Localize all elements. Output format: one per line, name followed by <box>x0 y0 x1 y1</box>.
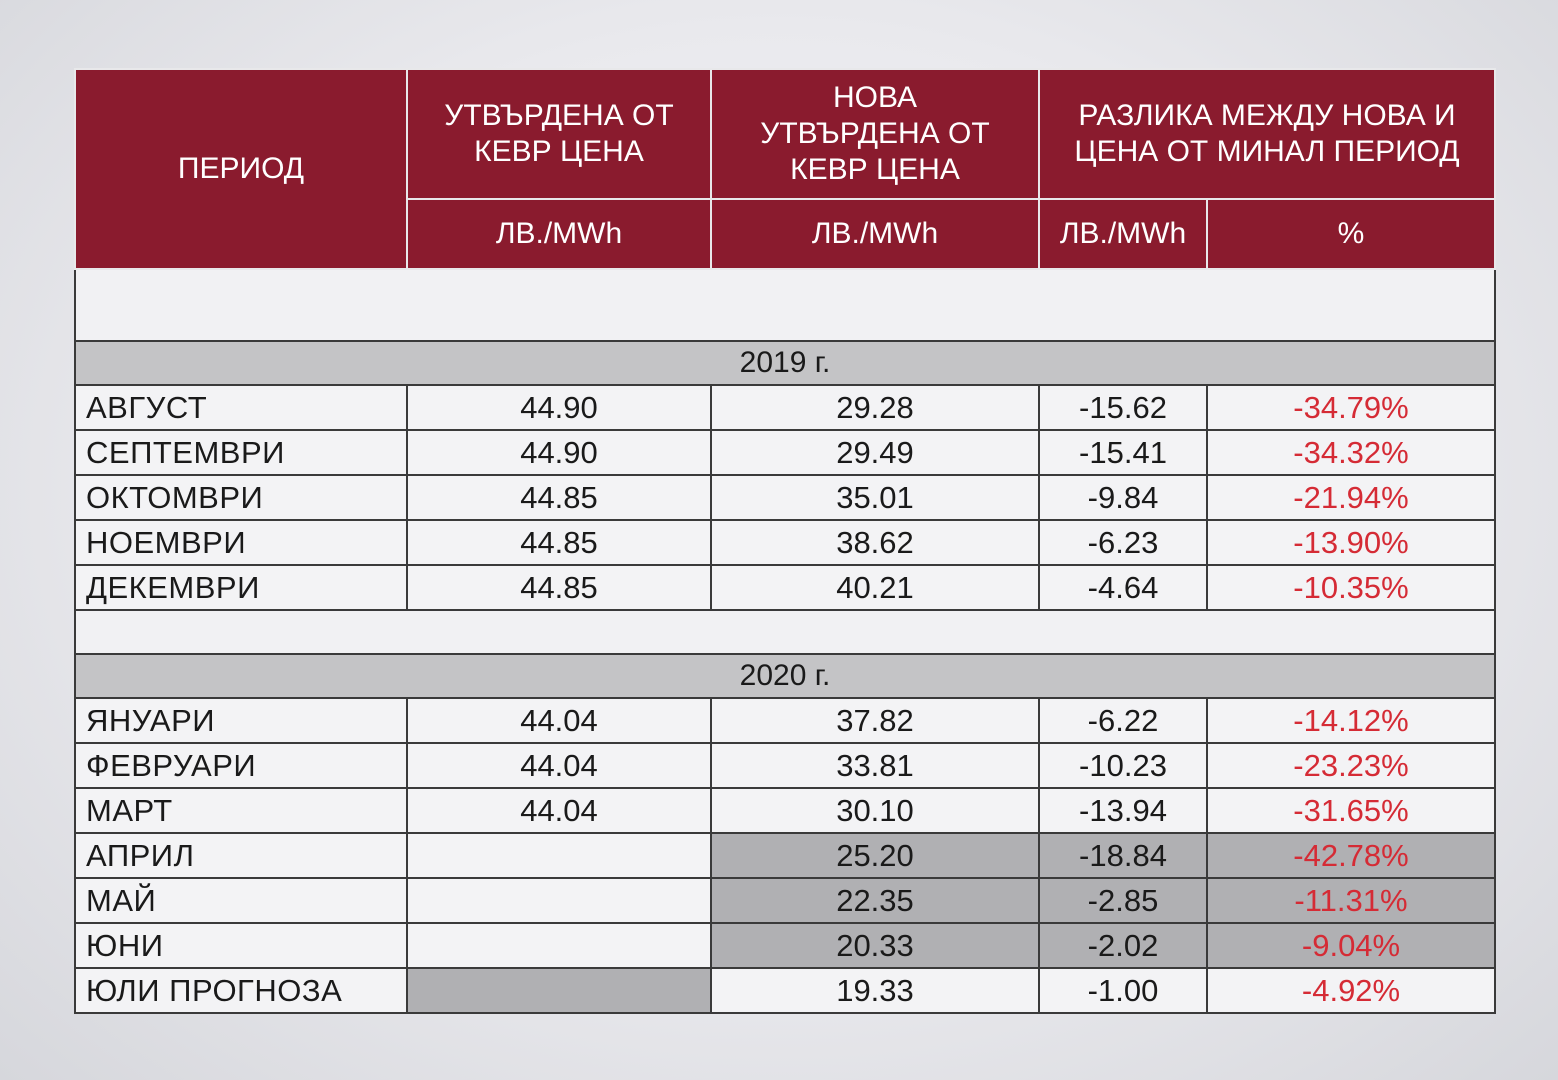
cell-period: МАРТ <box>75 788 407 833</box>
cell-difference: -9.84 <box>1039 475 1207 520</box>
cell-approved-price: 44.85 <box>407 565 711 610</box>
rows-2020 <box>75 698 1495 1013</box>
cell-period: НОЕМВРИ <box>75 520 407 565</box>
header-diff-line1: РАЗЛИКА МЕЖДУ НОВА И <box>1078 99 1456 132</box>
table-row <box>75 968 1495 1013</box>
cell-percent: -11.31% <box>1207 878 1495 923</box>
unit-diff: ЛВ./MWh <box>1039 199 1207 269</box>
cell-new-price: 29.49 <box>711 430 1039 475</box>
cell-new-price: 40.21 <box>711 565 1039 610</box>
table-row <box>75 788 1495 833</box>
cell-period: АПРИЛ <box>75 833 407 878</box>
cell-difference: -10.23 <box>1039 743 1207 788</box>
header-new-line2: УТВЪРДЕНА ОТ <box>760 117 990 150</box>
cell-new-price: 30.10 <box>711 788 1039 833</box>
cell-period: МАЙ <box>75 878 407 923</box>
table-row <box>75 698 1495 743</box>
cell-difference: -15.62 <box>1039 385 1207 430</box>
header-new-approved-price <box>711 69 1039 199</box>
spacer-row-2 <box>75 610 1495 654</box>
table-row <box>75 878 1495 923</box>
cell-percent: -10.35% <box>1207 565 1495 610</box>
header-period: ПЕРИОД <box>75 69 407 269</box>
year-row-2020 <box>75 654 1495 698</box>
unit-new: ЛВ./MWh <box>711 199 1039 269</box>
header-approved-price <box>407 69 711 199</box>
table-row <box>75 565 1495 610</box>
cell-difference: -6.23 <box>1039 520 1207 565</box>
cell-period: АВГУСТ <box>75 385 407 430</box>
cell-new-price: 37.82 <box>711 698 1039 743</box>
table-row <box>75 430 1495 475</box>
cell-period: ЮЛИ ПРОГНОЗА <box>75 968 407 1013</box>
year-label-2019: 2019 г. <box>75 341 1495 385</box>
cell-new-price: 19.33 <box>711 968 1039 1013</box>
spacer-cell <box>75 269 1495 341</box>
table-row <box>75 385 1495 430</box>
cell-percent: -42.78% <box>1207 833 1495 878</box>
spacer-cell-2 <box>75 610 1495 654</box>
cell-percent: -21.94% <box>1207 475 1495 520</box>
cell-approved-price: 44.85 <box>407 520 711 565</box>
cell-difference: -2.02 <box>1039 923 1207 968</box>
header-new-line1: НОВА <box>832 81 918 114</box>
cell-approved-price: 44.04 <box>407 743 711 788</box>
header-approved-line2: КЕВР ЦЕНА <box>474 135 644 168</box>
cell-approved-price: 44.90 <box>407 430 711 475</box>
cell-percent: -14.12% <box>1207 698 1495 743</box>
cell-approved-price: 44.85 <box>407 475 711 520</box>
unit-approved: ЛВ./MWh <box>407 199 711 269</box>
price-table <box>74 68 1496 1014</box>
cell-difference: -4.64 <box>1039 565 1207 610</box>
cell-new-price: 29.28 <box>711 385 1039 430</box>
cell-new-price: 38.62 <box>711 520 1039 565</box>
cell-new-price: 22.35 <box>711 878 1039 923</box>
table-row <box>75 743 1495 788</box>
header-approved-line1: УТВЪРДЕНА ОТ <box>444 99 674 132</box>
cell-approved-price <box>407 968 711 1013</box>
cell-percent: -31.65% <box>1207 788 1495 833</box>
header-new-line3: КЕВР ЦЕНА <box>790 153 960 186</box>
cell-period: ЮНИ <box>75 923 407 968</box>
cell-difference: -15.41 <box>1039 430 1207 475</box>
table-row <box>75 833 1495 878</box>
cell-percent: -4.92% <box>1207 968 1495 1013</box>
rows-2019 <box>75 385 1495 610</box>
cell-difference: -18.84 <box>1039 833 1207 878</box>
cell-percent: -13.90% <box>1207 520 1495 565</box>
cell-period: ДЕКЕМВРИ <box>75 565 407 610</box>
cell-new-price: 33.81 <box>711 743 1039 788</box>
cell-difference: -1.00 <box>1039 968 1207 1013</box>
cell-percent: -9.04% <box>1207 923 1495 968</box>
cell-approved-price: 44.04 <box>407 788 711 833</box>
cell-period: ФЕВРУАРИ <box>75 743 407 788</box>
cell-approved-price: 44.90 <box>407 385 711 430</box>
cell-new-price: 35.01 <box>711 475 1039 520</box>
cell-difference: -6.22 <box>1039 698 1207 743</box>
cell-new-price: 25.20 <box>711 833 1039 878</box>
cell-percent: -23.23% <box>1207 743 1495 788</box>
cell-difference: -2.85 <box>1039 878 1207 923</box>
table-row <box>75 475 1495 520</box>
cell-percent: -34.79% <box>1207 385 1495 430</box>
cell-difference: -13.94 <box>1039 788 1207 833</box>
cell-approved-price: 44.04 <box>407 698 711 743</box>
year-label-2020: 2020 г. <box>75 654 1495 698</box>
cell-period: ЯНУАРИ <box>75 698 407 743</box>
header-difference <box>1039 69 1495 199</box>
header-diff-line2: ЦЕНА ОТ МИНАЛ ПЕРИОД <box>1074 135 1460 168</box>
year-row-2019 <box>75 341 1495 385</box>
cell-approved-price <box>407 923 711 968</box>
table-row <box>75 923 1495 968</box>
cell-approved-price <box>407 833 711 878</box>
cell-approved-price <box>407 878 711 923</box>
cell-period: СЕПТЕМВРИ <box>75 430 407 475</box>
spacer-row <box>75 269 1495 341</box>
unit-pct: % <box>1207 199 1495 269</box>
cell-percent: -34.32% <box>1207 430 1495 475</box>
header-row <box>75 69 1495 199</box>
cell-new-price: 20.33 <box>711 923 1039 968</box>
table-row <box>75 520 1495 565</box>
cell-period: ОКТОМВРИ <box>75 475 407 520</box>
